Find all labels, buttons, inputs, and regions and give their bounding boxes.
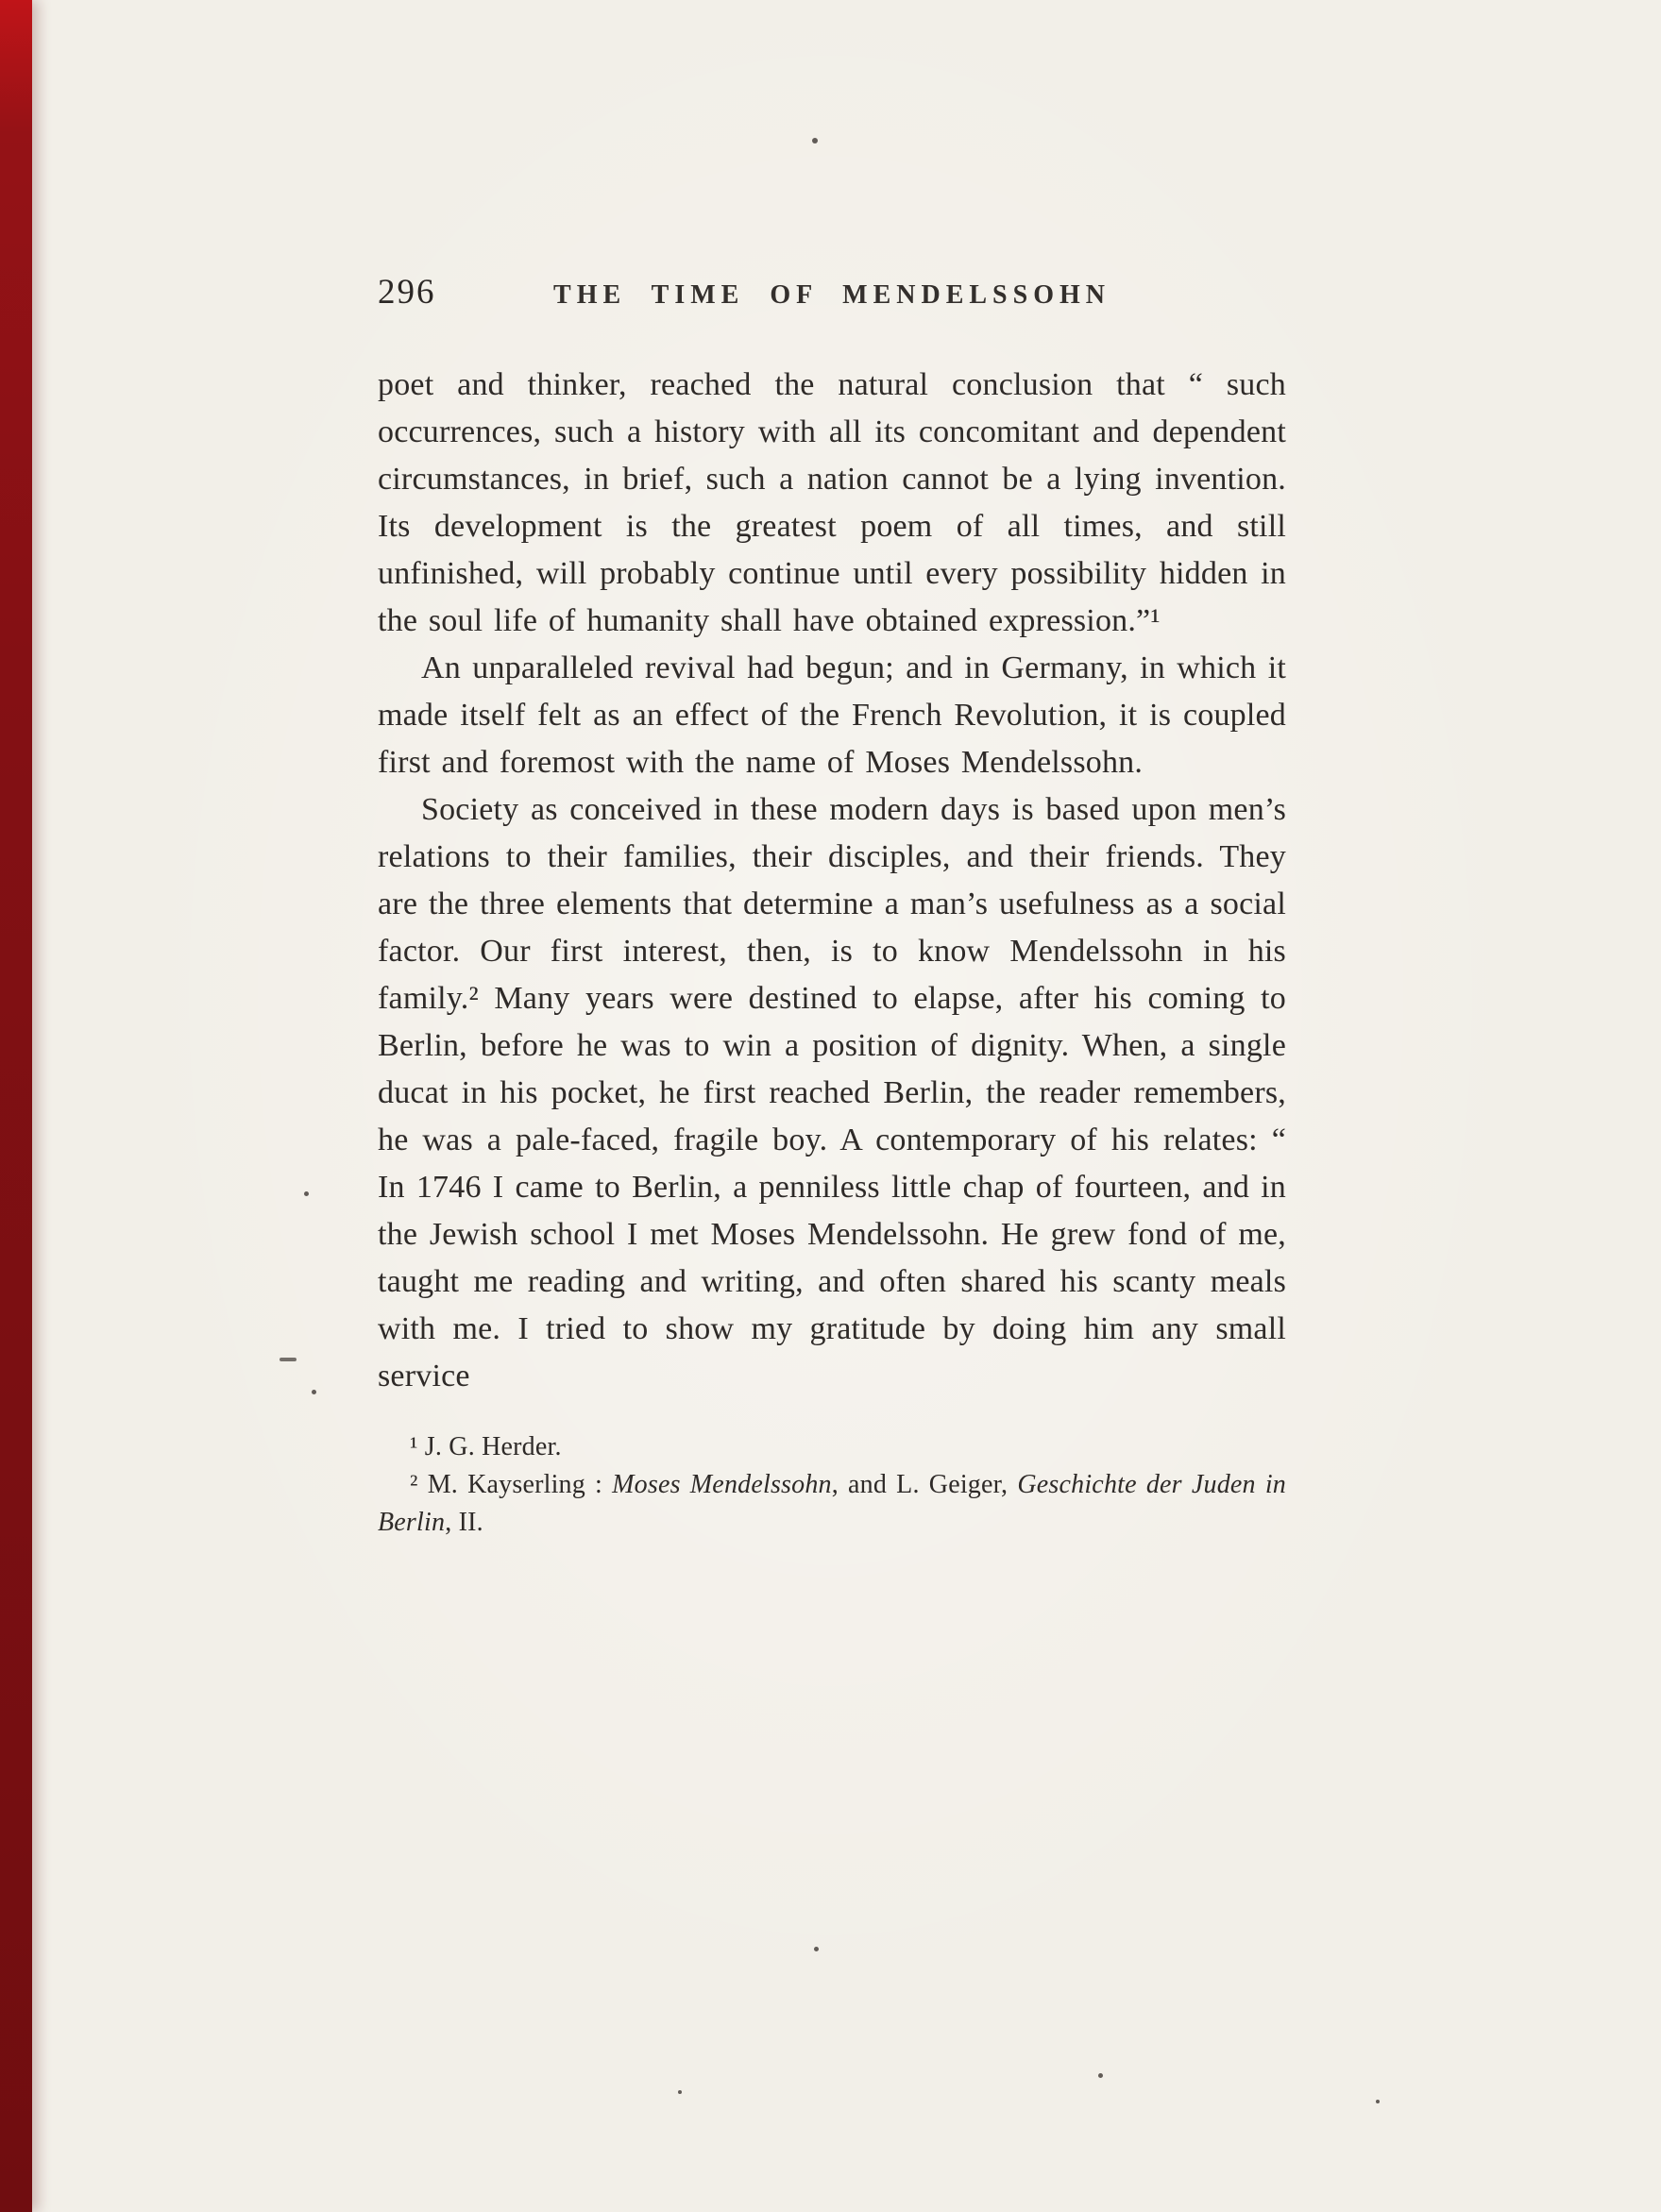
scan-speckle (304, 1191, 309, 1196)
scan-speckle (814, 1947, 819, 1951)
footnote-text-segment: , and L. Geiger, (831, 1470, 1018, 1499)
body-paragraph: Society as conceived in these modern days is based upon men’s relations to their families, their disciples, and their friends. They are the three elements that determine a man’s usefulness as a social factor. Our first interest, then, is to know Mendelssohn in his family.² Many years were destined to elapse, after his coming to Berlin, before he was to win a position of dignity. When, a single ducat in his pocket, he first reached Berlin, the reader remembers, he was a pale-faced, fragile boy. A contemporary of his relates: “ In 1746 I came to Berlin, a penniless little chap of fourteen, and in the Jewish school I met Moses Mendelssohn. He grew fond of me, taught me reading and writing, and often shared his scanty meals with me. I tried to show my gratitude by doing him any small service (378, 792, 1286, 1393)
binding-edge (0, 0, 32, 2212)
page-number: 296 (378, 273, 436, 312)
running-header (378, 272, 1286, 312)
scan-speckle (1376, 2100, 1380, 2103)
scan-speckle (812, 138, 818, 144)
scan-speckle (1098, 2073, 1103, 2078)
running-title: THE TIME OF MENDELSSOHN (553, 280, 1110, 310)
body-paragraph: An unparalleled revival had begun; and in Germany, in which it made itself felt as an effect of the French Revolution, it is coupled first and foremost with the name of Moses Mendelssohn. (378, 650, 1286, 780)
footnote-text-segment: ² M. Kayserling : (410, 1470, 613, 1499)
footnotes (378, 1428, 1286, 1542)
footnote-italic-segment: Moses Mendelssohn (612, 1470, 832, 1499)
footnote-italic-segment: Geschichte der Juden in Berlin (378, 1470, 1287, 1537)
scan-speckle (678, 2090, 682, 2094)
scan-dash-mark (280, 1358, 297, 1361)
footnote-text-segment: ¹ J. G. Herder. (410, 1432, 562, 1461)
body-text (378, 362, 1286, 1400)
scan-speckle (312, 1390, 316, 1394)
footnote (378, 1466, 1286, 1542)
footnote-text-segment: , II. (445, 1508, 483, 1537)
body-paragraph: poet and thinker, reached the natural conclusion that “ such occurrences, such a history with all its concomitant and dependent circumstances, in brief, such a nation cannot be a lying invention. Its development is the greatest poem of all times, and still unfinished, will probably continue until every possibility hidden in the soul life of humanity shall have obtained expression.”¹ (378, 367, 1286, 638)
text-block (378, 272, 1286, 1542)
footnote (378, 1428, 1286, 1466)
